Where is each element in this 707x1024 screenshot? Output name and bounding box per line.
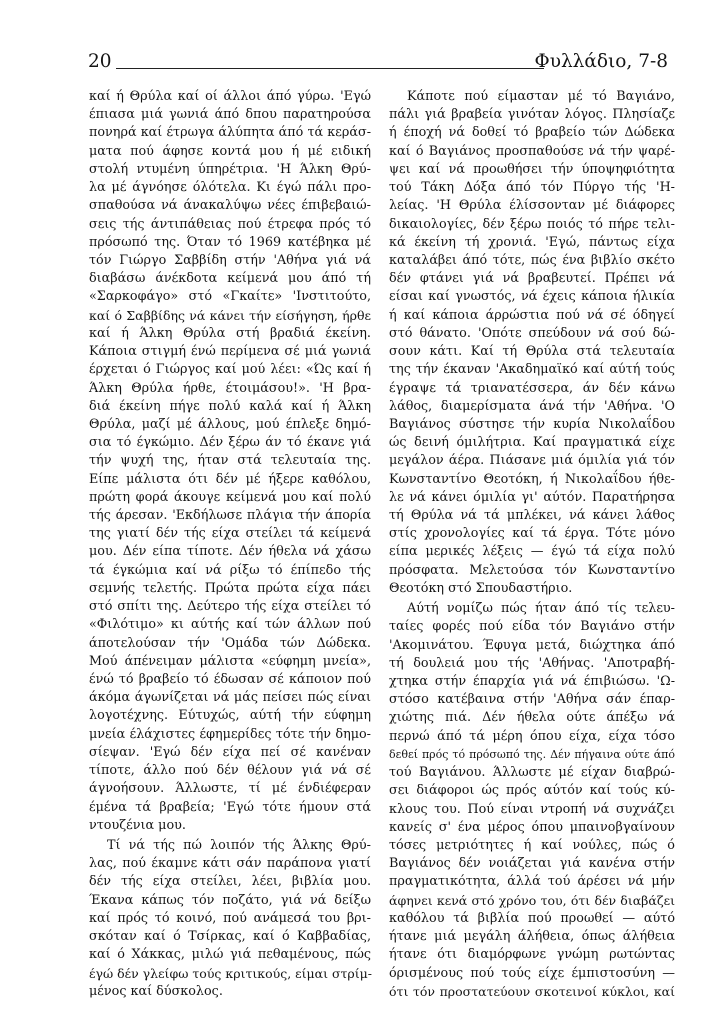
text-line: σια τό έγκώμιο. Δέν ξέρω άν τό έκανε γιά [89,435,371,451]
text-line: μνεία έλάχιστες έφημερίδες τότε τήν δημο- [89,726,371,742]
text-line: καί πρός τό κοινό, πού ανάμεσά του βρι- [89,910,371,926]
text-line: έρχεται ό Γιώργος καί μού λέει: «Ώς καί ή [89,362,371,378]
text-line: κλους του. Πού είναι ντροπή νά συχνάζει [389,801,675,817]
text-line: ταίες φορές πού είδα τόν Βαγιάνο στήν [389,619,675,635]
text-line: πρόσωπό της. Όταν τό 1969 κατέβηκα μέ [89,234,371,250]
text-line: τή Θρύλα νά τά μπλέκει, νά κάνει λάθος [389,508,675,524]
text-line: χιώτης πιά. Δέν ήθελα ούτε άπέξω νά [389,710,675,726]
text-line: Κωνσταντίνο Θεοτόκη, ή Νικολαΐδου ήθε- [389,471,675,487]
text-line: Θεοτόκη στό Σπουδαστήριο. [389,580,573,596]
text-line: πονηρά καί έτρωγα άλύπητα άπό τά κεράσ- [89,125,371,141]
header-rule [116,68,544,69]
text-line: έμένα τά βραβεία; 'Εγώ τότε ήμουν στά [89,799,371,815]
text-line: τήν ψυχή της, ήταν στά τελευταία της. [89,453,371,469]
text-line: στό θάνατο. 'Οπότε σπεύδουν νά σού δώ- [389,325,675,341]
text-line: τής άρεσαν. 'Εκδήλωσε πλάγια τήν άπορία [89,508,371,524]
text-line: Τί νά τής πώ λοιπόν τής Άλκης Θρύ- [107,837,371,853]
text-line: σει διάφοροι ώς πρός αύτόν καί τούς κύ- [389,783,675,799]
text-line: διαβάσω άνέκδοτα κείμενά μου άπό τή [89,271,371,287]
text-line: τόσες μετριότητες ή καί νούλες, πώς ό [389,837,675,853]
text-line: Άλκη Θρύλα ήρθε, έτοιμάσου!». 'Η βρα- [89,380,371,396]
text-line: 'Ακομινάτου. Έφυγα μετά, διώχτηκα άπό [389,637,675,653]
text-line: Θρύλα, μαζί μέ άλλους, μού έπλεξε δημό- [89,416,371,432]
text-line: τίποτε, άλλο πού δέν θέλουν γιά νά σέ [89,763,371,779]
text-line: λογοτέχνης. Εύτυχώς, αύτή τήν εύφημη [89,708,371,724]
right-text-column [389,88,675,1001]
text-line: ματα πού άφησε κοντά μου ή μέ ειδική [89,143,371,159]
text-line: ή καί κάποια άρρώστια πού νά σέ όδηγεί [389,307,675,323]
text-line: χτηκα στήν έπαρχία γιά νά έπιβιώσω. 'Ω- [389,674,675,689]
text-line: ψει καί νά προωθήσει τήν ύποψηφιότητα [389,161,675,177]
text-line: τού Βαγιάνου. Άλλωστε μέ είχαν διαβρώ- [389,765,675,781]
text-line: όρισμένους πού τούς είχε έμπιστοσύνη — [389,965,675,981]
text-line: λα μέ άγνόησε όλότελα. Κι έγώ πάλι προ- [89,180,371,196]
left-text-column [89,88,371,1001]
text-line: τή δουλειά μου τής 'Αθήνας. 'Αποτραβή- [389,655,675,671]
text-line: περνώ άπό τά μέρη όπου είχα, είχα τόσο [389,728,675,744]
text-line: έπιασα μιά γωνιά άπό δπου παρατηρούσα [89,107,371,123]
text-line: καί ό Σαββίδης νά κάνει τήν είσήγηση, ήρθε [89,307,371,323]
text-line: ντουζένια μου. [89,817,186,833]
text-line: τού Τάκη Δόξα άπό τόν Πύργο τής 'Η- [389,180,675,196]
text-line: μένος καί δύσκολος. [89,983,223,999]
text-line: Βαγιάνος σύστησε τήν κυρία Νικολαΐδου [389,416,675,432]
text-line: Κάποια στιγμή ένώ περίμενα σέ μιά γωνιά [89,344,371,360]
text-line: κά έκείνη τή χρονιά. 'Εγώ, πάντως είχα [389,234,675,250]
text-line: τά έγκώμια καί νά ρίξω τό έπίπεδο τής [89,562,371,578]
text-line: ήτανε ότι διαμόρφωνε γνώμη ρωτώντας [389,947,675,963]
text-line: λείας. 'Η Θρύλα έλίσσονταν μέ διάφορες [389,198,675,214]
text-line: λας, πού έκαμνε κάτι σάν παράπονα γιατί [89,856,371,872]
text-line: στό σπίτι της. Δεύτερο τής είχα στείλει τό [89,599,371,615]
text-line: δέν φτάνει γιά νά βραβευτεί. Πρέπει νά [389,271,675,287]
text-line: δεθεί πρός τό πρόσωπό της. Δέν πήγαινα ούτε άπό [389,747,675,761]
text-line: Κάποτε πού είμασταν μέ τό Βαγιάνο, [407,89,675,104]
text-line: είσαι καί γνωστός, νά έχεις κάποια ήλικία [389,289,675,305]
text-line: καθόλου τά βιβλία πού προωθεί — αύτό [389,910,675,926]
text-line: καί ό Χάκκας, μιλώ γιά πεθαμένους, πώς [89,947,371,963]
text-line: σεις τής άντιπάθειας πού έτρεφα πρός τό [89,216,371,232]
text-line: λάθος, διαμερίσματα άνά τήν 'Αθήνα. 'Ο [389,398,675,414]
text-line: τόν Γιώργο Σαββίδη στήν 'Αθήνα γιά νά [89,252,371,268]
text-line: Μού άπένειμαν μάλιστα «εύφημη μνεία», [89,653,371,669]
text-line: Είπε μάλιστα ότι δέν μέ ήξερε καθόλου, [89,471,371,487]
text-line: καί ή Άλκη Θρύλα στή βραδιά έκείνη. [89,325,371,341]
text-line: ένώ τό βραβείο τό έδωσαν σέ κάποιον πού [89,672,371,687]
text-line: σκόταν καί ό Τσίρκας, καί ό Καββαδίας, [89,929,371,945]
text-line: ήτανε μιά μεγάλη άλήθεια, όπως άλήθεια [389,929,675,945]
text-line: έγώ δέν γλείφω τούς κριτικούς, είμαι στρίμ- [89,965,373,981]
text-line: κανείς σ' ένα μέρος όπου μπαινοβγαίνουν [389,819,675,835]
text-line: ώς δεινή όμιλήτρια. Καί πραγματικά είχε [389,435,675,451]
text-line: της γιατί δέν τής είχα στείλει τά κείμενά [89,526,371,542]
text-line: στίς χρονολογίες καί τά έργα. Τότε μόνο [389,526,675,542]
running-title: Φυλλάδιο, 7-8 [534,51,668,72]
text-line: ότι τόν προστατεύουν σκοτεινοί κύκλοι, καί [389,983,675,999]
text-line: άκόμα άγωνίζεται νά μάς πείσει πώς είναι [89,690,371,706]
text-line: καταλάβει άπό τότε, πώς ένα βιβλίο σκέτο [389,252,675,268]
text-line: σεμνής τελετής. Πρώτα πρώτα είχα πάει [89,580,371,596]
text-line: καί ό Βαγιάνος προσπαθούσε νά τήν ψαρέ- [389,143,675,159]
text-line: άποτελούσαν τήν 'Ομάδα τών Δώδεκα. [89,635,371,651]
text-line: σουν κάτι. Καί τή Θρύλα στά τελευταία [389,344,675,360]
text-line: δέν τής είχα στείλει, λέει, βιβλία μου. [89,874,371,890]
text-line: μου. Δέν είπα τίποτε. Δέν ήθελα νά χάσω [89,544,371,560]
text-line: καί ή Θρύλα καί οί άλλοι άπό γύρω. 'Εγώ [89,89,371,104]
text-line: άγνοήσουν. Άλλωστε, τί μέ ένδιέφεραν [89,781,371,797]
text-line: διά έκείνη πήγε πολύ καλά καί ή Άλκη [89,398,371,414]
text-line: «Φιλότιμο» κι αύτής καί τών άλλων πού [89,617,371,633]
text-line: λε νά κάνει όμιλία γι' αύτόν. Παρατήρησα [389,489,675,505]
page-number: 20 [88,51,112,72]
text-line: ή έποχή νά δοθεί τό βραβείο τών Δώδεκα [389,125,675,141]
text-line: έγραψε τά τριανατέσσερα, άν δέν κάνω [389,380,675,396]
text-line: Αύτή νομίζω πώς ήταν άπό τίς τελευ- [407,601,675,617]
page-header [88,50,668,78]
text-line: πρώτη φορά άκουγε κείμενά μου καί πολύ [89,489,371,505]
text-line: δικαιολογίες, δέν ξέρω ποιός τό πήρε τελι- [389,216,675,232]
text-line: πρόσφατα. Μελετούσα τόν Κωνσταντίνο [389,562,675,578]
text-line: είπα μερικές λέξεις — έγώ τά είχα πολύ [389,544,675,560]
text-line: μεγάλον άέρα. Πιάσανε μιά όμιλία γιά τόν [389,453,675,469]
text-line: Βαγιάνος δέν νοιάζεται γιά κανένα στήν [389,856,675,872]
text-line: σίεψαν. 'Εγώ δέν είχα πεί σέ κανέναν [89,744,371,760]
text-line: πάλι γιά βραβεία γινόταν λόγος. Πλησίαζε [389,107,675,123]
text-line: Έκανα κάπως τόν ποζάτο, γιά νά δείξω [89,892,371,908]
text-line: στολή ντυμένη ύπηρέτρια. 'Η Άλκη Θρύ- [89,161,371,177]
text-line: «Σαρκοφάγο» στό «Γκαίτε» 'Ινστιτούτο, [89,289,371,305]
text-line: στόσο κατέβαινα στήν 'Αθήνα σάν έπαρ- [389,692,675,708]
text-line: σπαθούσα νά άνακαλύψω νέες έπιβεβαιώ- [89,198,371,214]
text-line: πραγματικότητα, άλλά τού άρέσει νά μήν [389,874,675,890]
text-line: άφηνει κενά στό χρόνο του, ότι δέν διαβάζει [389,892,675,908]
text-line: της τήν έκαναν 'Ακαδημαϊκό καί αύτή τούς [389,362,675,378]
